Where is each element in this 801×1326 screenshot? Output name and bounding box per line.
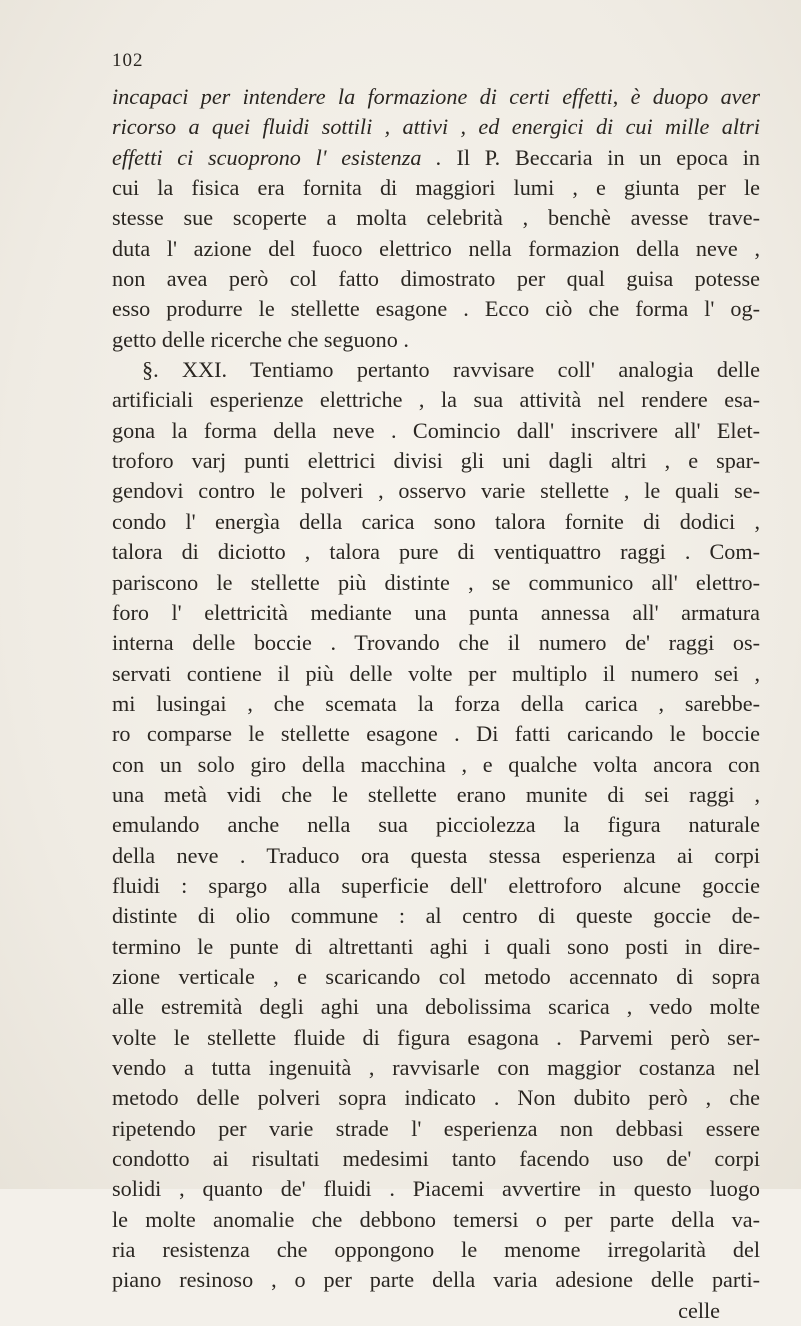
text-segment: con un solo giro della macchina , e qualche volta ancora con — [112, 751, 760, 777]
text-line — [112, 1083, 760, 1113]
text-segment: volte le stellette fluide di figura esagona . Parvemi però ser- — [112, 1024, 760, 1050]
text-line — [112, 841, 760, 871]
italic-text: è duopo aver — [630, 84, 760, 109]
text-line — [112, 234, 760, 264]
text-line — [112, 1205, 760, 1235]
text-segment: emulando anche nella sua picciolezza la figura naturale — [112, 812, 760, 838]
text-segment: non avea però col fatto dimostrato per qual guisa potesse — [112, 266, 760, 292]
text-line — [112, 355, 760, 385]
text-segment: della neve . Traduco ora questa stessa esperienza ai corpi — [112, 842, 760, 868]
text-line — [112, 143, 760, 173]
text-line — [112, 264, 760, 294]
text-segment: artificiali esperienze elettriche , la sua attività nel rendere esa- — [112, 387, 760, 413]
text-line — [112, 476, 760, 506]
text-segment: piano resinoso , o per parte della varia adesione delle parti- — [112, 1267, 760, 1293]
text-line — [112, 1053, 760, 1083]
text-segment: termino le punte di altrettanti aghi i quali sono posti in dire- — [112, 933, 760, 959]
text-segment: cui la fisica era fornita di maggiori lumi , e giunta per le — [112, 175, 760, 201]
text-line — [112, 1023, 760, 1053]
text-segment: celle — [678, 1297, 720, 1323]
text-segment: servati contiene il più delle volte per multiplo il numero sei , — [112, 660, 760, 686]
text-line — [112, 719, 760, 749]
text-line — [112, 628, 760, 658]
text-line — [112, 1174, 760, 1204]
text-line — [112, 659, 760, 689]
text-line — [112, 1114, 760, 1144]
text-line — [112, 871, 760, 901]
text-line — [112, 385, 760, 415]
text-line — [112, 325, 760, 355]
text-line — [112, 992, 760, 1022]
text-segment: getto delle ricerche che seguono . — [112, 326, 409, 352]
text-line — [112, 689, 760, 719]
text-line — [112, 780, 760, 810]
italic-text: ricorso a quei fluidi sottili , attivi , ed energici di cui mille altri — [112, 114, 760, 140]
text-segment: foro l' elettricità mediante una punta annessa all' armatura — [112, 599, 760, 625]
page-number: 102 — [112, 50, 144, 71]
text-line — [112, 173, 760, 203]
text-segment: alle estremità degli aghi una debolissima scarica , vedo molte — [112, 994, 760, 1020]
text-segment: le molte anomalie che debbono temersi o per parte della va- — [112, 1206, 760, 1232]
text-segment: fluidi : spargo alla superficie dell' elettroforo alcune goccie — [112, 872, 760, 898]
text-segment: interna delle boccie . Trovando che il numero de' raggi os- — [112, 630, 760, 656]
text-line — [112, 507, 760, 537]
text-line — [112, 294, 760, 324]
text-segment: zione verticale , e scaricando col metodo accennato di sopra — [112, 963, 760, 989]
text-segment: stesse sue scoperte a molta celebrità , benchè avesse trave- — [112, 205, 760, 231]
italic-text: incapaci per intendere la formazione di certi effetti — [112, 84, 613, 109]
italic-text: effetti ci scuoprono l' esistenza . — [112, 144, 442, 170]
body-text — [112, 82, 760, 1326]
text-segment: ro comparse le stellette esagone . Di fatti caricando le boccie — [112, 721, 760, 747]
text-segment: §. XXI. Tentiamo pertanto ravvisare coll' analogia delle — [142, 357, 760, 383]
text-line — [112, 810, 760, 840]
text-segment: , — [612, 84, 631, 109]
text-line — [112, 568, 760, 598]
text-line — [112, 446, 760, 476]
text-segment: vendo a tutta ingenuità , ravvisarle con maggior costanza nel — [112, 1055, 760, 1080]
text-line — [112, 932, 760, 962]
text-segment: talora di diciotto , talora pure di ventiquattro raggi . Com- — [112, 539, 760, 565]
text-segment: solidi , quanto de' fluidi . Piacemi avvertire in questo luogo — [112, 1176, 760, 1202]
text-line — [112, 537, 760, 567]
text-segment: Il P. Beccaria in un epoca in — [441, 144, 760, 170]
text-line — [112, 416, 760, 446]
text-segment: distinte di olio commune : al centro di queste goccie de- — [112, 903, 760, 929]
text-segment: gendovi contro le polveri , osservo varie stellette , le quali se- — [112, 478, 760, 504]
text-segment: gona la forma della neve . Comincio dall' inscrivere all' Elet- — [112, 417, 760, 443]
text-line — [112, 1144, 760, 1174]
text-segment: metodo delle polveri sopra indicato . Non dubito però , che — [112, 1085, 760, 1111]
text-line — [112, 112, 760, 142]
text-line — [112, 203, 760, 233]
text-line — [112, 901, 760, 931]
text-line — [112, 82, 760, 112]
text-segment: duta l' azione del fuoco elettrico nella formazion della neve , — [112, 235, 760, 261]
text-line — [112, 1235, 760, 1265]
text-segment: ripetendo per varie strade l' esperienza non debbasi essere — [112, 1115, 760, 1141]
text-segment: esso produrre le stellette esagone . Ecco ciò che forma l' og- — [112, 296, 760, 322]
text-segment: pariscono le stellette più distinte , se communico all' elettro- — [112, 569, 760, 595]
text-segment: ria resistenza che oppongono le menome irregolarità del — [112, 1237, 760, 1263]
text-line — [112, 1265, 760, 1295]
text-segment: condo l' energìa della carica sono talora fornite di dodici , — [112, 508, 760, 534]
text-line — [112, 750, 760, 780]
text-line — [112, 1296, 760, 1326]
text-segment: una metà vidi che le stellette erano munite di sei raggi , — [112, 781, 760, 807]
text-line — [112, 598, 760, 628]
text-segment: troforo varj punti elettrici divisi gli uni dagli altri , e spar- — [112, 448, 760, 474]
text-segment: condotto ai risultati medesimi tanto facendo uso de' corpi — [112, 1146, 760, 1172]
text-segment: mi lusingai , che scemata la forza della carica , sarebbe- — [112, 690, 760, 716]
text-line — [112, 962, 760, 992]
